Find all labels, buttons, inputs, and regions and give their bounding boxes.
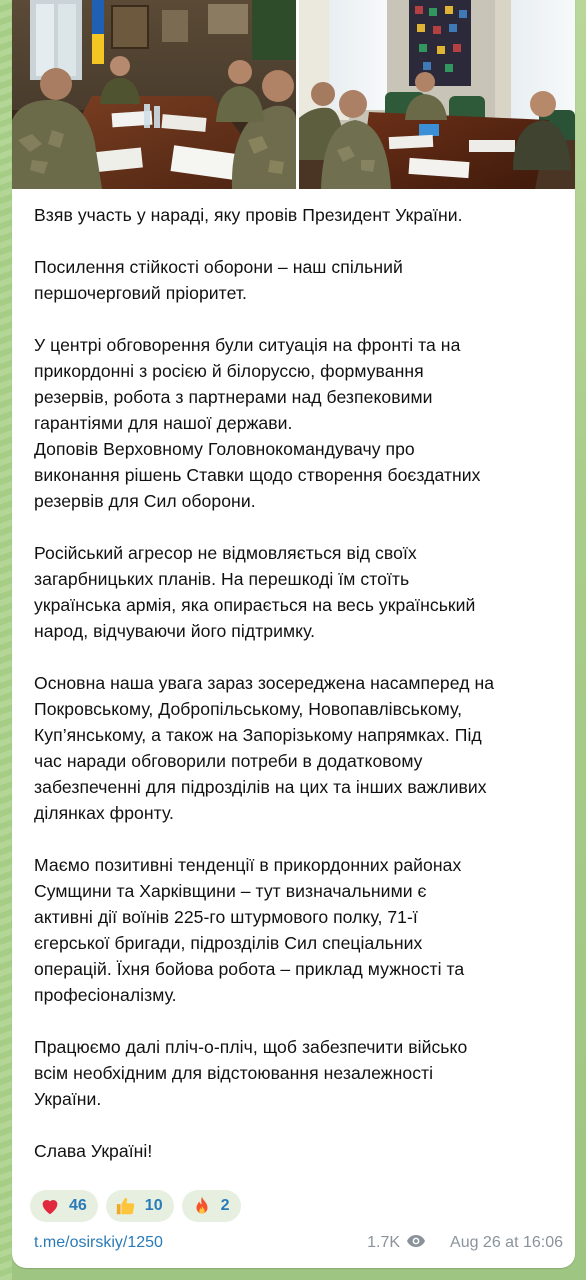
thumbs-up-emoji-icon (115, 1195, 137, 1217)
reactions-bar (30, 1190, 241, 1222)
view-count: 1.7K (367, 1234, 401, 1251)
post-paragraph: Російський агресор не відмовляється від своїх загарбницьких планів. На перешкоді їм стоїть українська армія, яка опирається на весь український народ, відчуваючи його підтримку. (34, 543, 476, 641)
message-bubble (12, 0, 575, 1268)
post-link[interactable]: t.me/osirskiy/1250 (34, 1234, 163, 1251)
meeting-photo-2[interactable] (299, 0, 575, 189)
reaction-count: 46 (69, 1197, 87, 1214)
meeting-photo-1[interactable] (12, 0, 296, 189)
reaction-count: 10 (144, 1197, 163, 1214)
post-text (34, 202, 566, 1164)
heart-emoji-icon (39, 1195, 61, 1217)
post-paragraph: У центрі обговорення були ситуація на фронті та на прикордонні з росією й білоруссю, формування резервів, робота з партнерами над безпековими гарантіями для нашої держави. Доповів Верховному Головнокомандувачу про виконання рішень Ставки щодо створення боєздатних резервів для Сил оборони. (34, 335, 481, 511)
post-paragraph: Працюємо далі пліч-о-пліч, щоб забезпечити військо всім необхідним для відстоювання незалежності України. (34, 1037, 468, 1109)
reaction-count: 2 (220, 1197, 230, 1214)
post-paragraph: Основна наша увага зараз зосереджена насамперед на Покровському, Добропільському, Новопавлівському, Куп’янському, а також на Запорізькому напрямках. Під час наради обговорили потреби в додатковому забезпеченні для підрозділів на цих та інших важливих ділянках фронту. (34, 673, 495, 823)
reaction-thumbs-up[interactable] (106, 1190, 174, 1222)
message-meta (367, 1234, 563, 1253)
chat-wallpaper (0, 0, 12, 1280)
post-paragraph: Взяв участь у нараді, яку провів Президент України. (34, 205, 463, 225)
reaction-fire[interactable] (182, 1190, 241, 1222)
photo-album (12, 0, 575, 189)
post-paragraph: Маємо позитивні тенденції в прикордонних районах Сумщини та Харківщини – тут визначальними є активні дії воїнів 225-го штурмового полку, 71-ї єгерської бригади, підрозділів Сил спеціальних операцій. Їхня бойова робота – приклад мужності та професіоналізму. (34, 855, 465, 1005)
message-timestamp: Aug 26 at 16:06 (450, 1234, 563, 1251)
fire-emoji-icon (191, 1195, 213, 1217)
post-paragraph: Слава Україні! (34, 1141, 153, 1161)
message-footer (34, 1230, 563, 1256)
eye-icon (406, 1234, 426, 1253)
post-paragraph: Посилення стійкості оборони – наш спільний першочерговий пріоритет. (34, 257, 403, 303)
reaction-heart[interactable] (30, 1190, 98, 1222)
